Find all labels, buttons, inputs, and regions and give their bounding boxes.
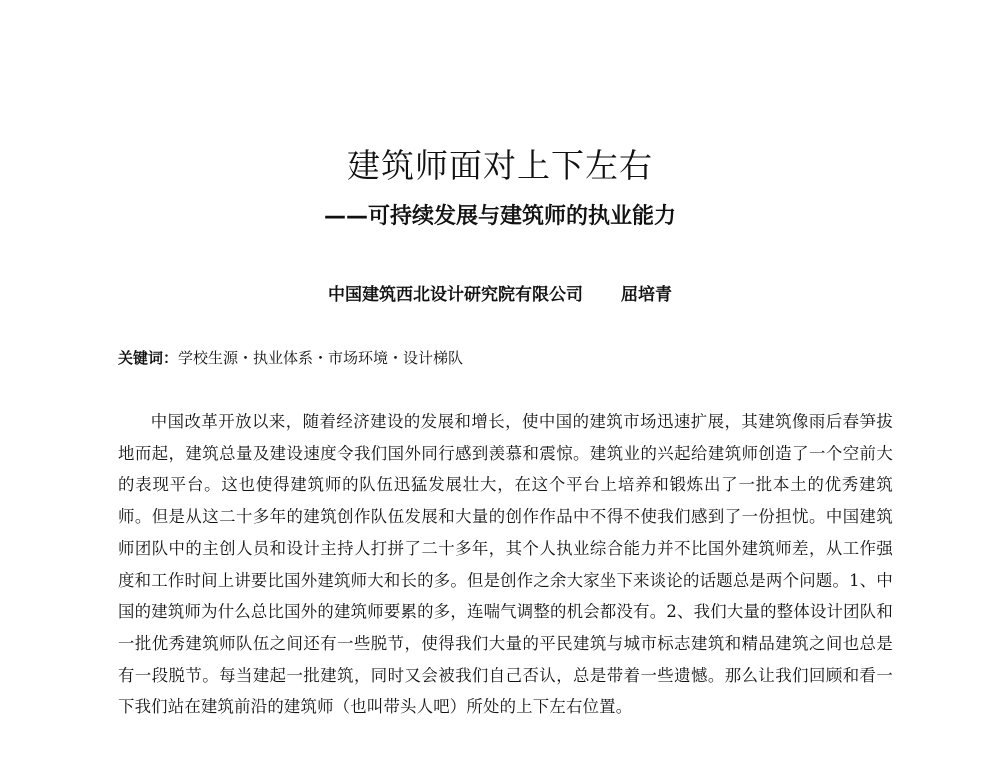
author-organization: 中国建筑西北设计研究院有限公司 bbox=[328, 285, 583, 305]
body-paragraph: 中国改革开放以来，随着经济建设的发展和增长，使中国的建筑市场迅速扩展，其建筑像雨后春笋拔地而起，建筑总量及建设速度令我们国外同行感到羡慕和震惊。建筑业的兴起给建筑师创造了一个空前大的表现平台。这也使得建筑师的队伍迅猛发展壮大，在这个平台上培养和锻炼出了一批本土的优秀建筑师。但是从这二十多年的建筑创作队伍发展和大量的创作作品中不得不使我们感到了一份担忧。中国建筑师团队中的主创人员和设计主持人打拼了二十多年，其个人执业综合能力并不比国外建筑师差，从工作强度和工作时间上讲要比国外建筑师大和长的多。但是创作之余大家坐下来谈论的话题总是两个问题。1、中国的建筑师为什么总比国外的建筑师要累的多，连喘气调整的机会都没有。2、我们大量的整体设计团队和一批优秀建筑师队伍之间还有一些脱节，使得我们大量的平民建筑与城市标志建筑和精品建筑之间也总是有一段脱节。每当建起一批建筑，同时又会被我们自己否认，总是带着一些遗憾。那么让我们回顾和看一下我们站在建筑前沿的建筑师（也叫带头人吧）所处的上下左右位置。 bbox=[118, 412, 893, 717]
page-subtitle: ——可持续发展与建筑师的执业能力 bbox=[323, 204, 676, 229]
byline bbox=[0, 281, 1000, 309]
keywords-label: 关键词： bbox=[118, 349, 179, 367]
page-title: 建筑师面对上下左右 bbox=[347, 146, 653, 185]
keywords-list: 学校生源・执业体系・市场环境・设计梯队 bbox=[178, 349, 464, 367]
author-name: 屈培青 bbox=[621, 285, 672, 305]
keywords-line bbox=[118, 345, 463, 371]
